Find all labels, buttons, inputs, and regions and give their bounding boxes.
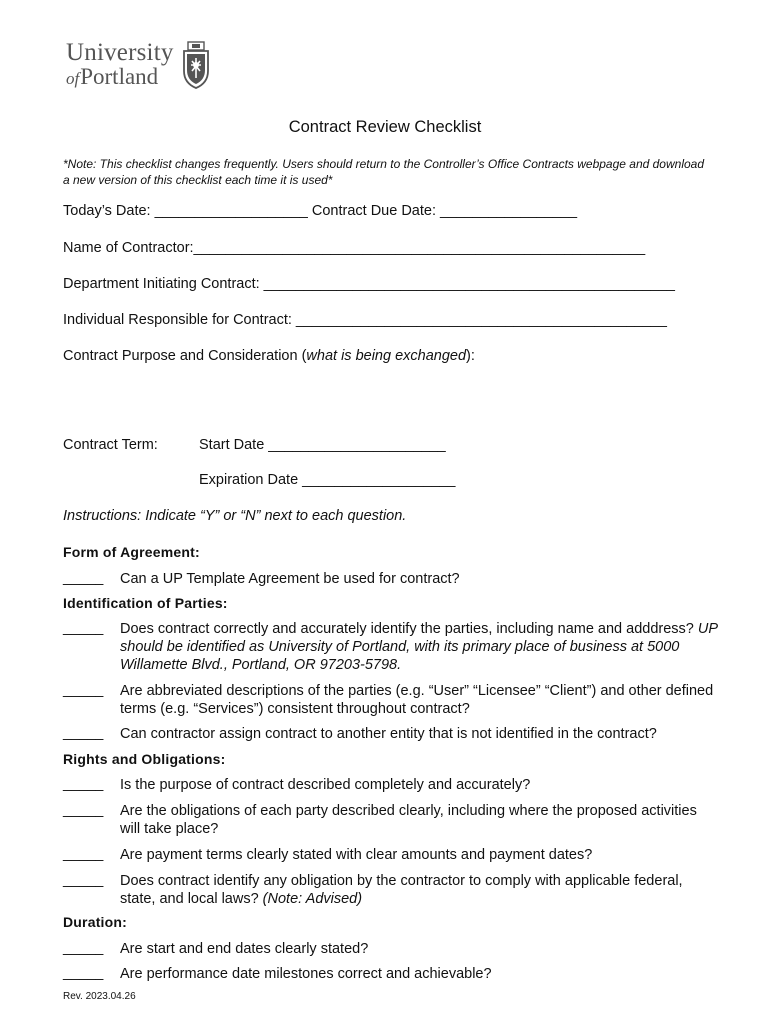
section-heading-duration: Duration: [63,914,128,930]
answer-blank[interactable]: _____ [63,846,104,862]
question-milestones: Are performance date milestones correct and achievable? [120,966,492,982]
question-purpose-described: Is the purpose of contract described completely and accurately? [120,777,531,793]
start-date-field[interactable]: Start Date ______________________ [199,437,446,453]
question-template-agreement: Can a UP Template Agreement be used for contract? [120,571,460,587]
logo-line1: University [66,39,174,66]
logo-line2 [66,65,174,88]
section-heading-identification: Identification of Parties: [63,595,228,611]
revision-label: Rev. 2023.04.26 [63,991,136,1002]
answer-blank[interactable]: _____ [63,620,104,636]
university-logo [66,40,210,90]
page-title: Contract Review Checklist [288,118,482,136]
question-comply-laws-note: (Note: Advised) [262,891,363,907]
logo-of: of [66,69,80,88]
answer-blank[interactable]: _____ [63,802,104,818]
question-start-end-dates: Are start and end dates clearly stated? [120,941,369,957]
expiration-date-field[interactable]: Expiration Date ___________________ [199,472,456,488]
purpose-label-start: Contract Purpose and Consideration ( [63,348,307,364]
department-field[interactable]: Department Initiating Contract: ___________________________________________________ [63,276,675,292]
answer-blank[interactable]: _____ [63,776,104,792]
answer-blank[interactable]: _____ [63,872,104,888]
instructions-text: Instructions: Indicate “Y” or “N” next to each question. [63,508,407,524]
answer-blank[interactable]: _____ [63,725,104,741]
date-field-line[interactable]: Today’s Date: ___________________ Contract Due Date: _________________ [63,203,578,219]
section-heading-rights: Rights and Obligations: [63,751,226,767]
question-identify-parties-note: UP should be identified as University of Portland, with its primary place of business at 5000 Willamette Blvd., Portland, OR 97203-5798. [120,621,718,673]
question-abbreviated-descriptions: Are abbreviated descriptions of the parties (e.g. “User” “Licensee” “Client”) and other defined terms (e.g. “Services”) consistent throughout contract? [120,683,714,717]
question-identify-parties-text: Does contract correctly and accurately identify the parties, including name and adddress? [120,621,698,637]
question-comply-laws-text: Does contract identify any obligation by the contractor to comply with applicable federal, state, and local laws? [120,873,683,907]
purpose-label-italic: what is being exchanged [306,348,467,364]
answer-blank[interactable]: _____ [63,965,104,981]
individual-responsible-field[interactable]: Individual Responsible for Contract: ______________________________________________ [63,312,667,328]
logo-wordmark [66,40,174,88]
answer-blank[interactable]: _____ [63,682,104,698]
question-assign-contract: Can contractor assign contract to another entity that is not identified in the contract? [120,726,657,742]
question-payment-terms: Are payment terms clearly stated with clear amounts and payment dates? [120,847,593,863]
answer-blank[interactable]: _____ [63,940,104,956]
contract-term-label: Contract Term: [63,437,158,453]
university-seal-icon [182,41,210,89]
purpose-label-end: ): [466,348,475,364]
question-comply-laws [120,872,720,908]
question-obligations: Are the obligations of each party described clearly, including where the proposed activities will take place? [120,803,697,837]
section-heading-form: Form of Agreement: [63,544,200,560]
logo-portland: Portland [80,64,159,89]
checklist-note: *Note: This checklist changes frequently. Users should return to the Controller’s Office Contracts webpage and download a new version of this checklist each time it is used* [63,157,705,187]
answer-blank[interactable]: _____ [63,570,104,586]
contract-purpose-label [63,348,475,364]
question-identify-parties [120,620,720,674]
contractor-name-field[interactable]: Name of Contractor:________________________________________________________ [63,240,646,256]
